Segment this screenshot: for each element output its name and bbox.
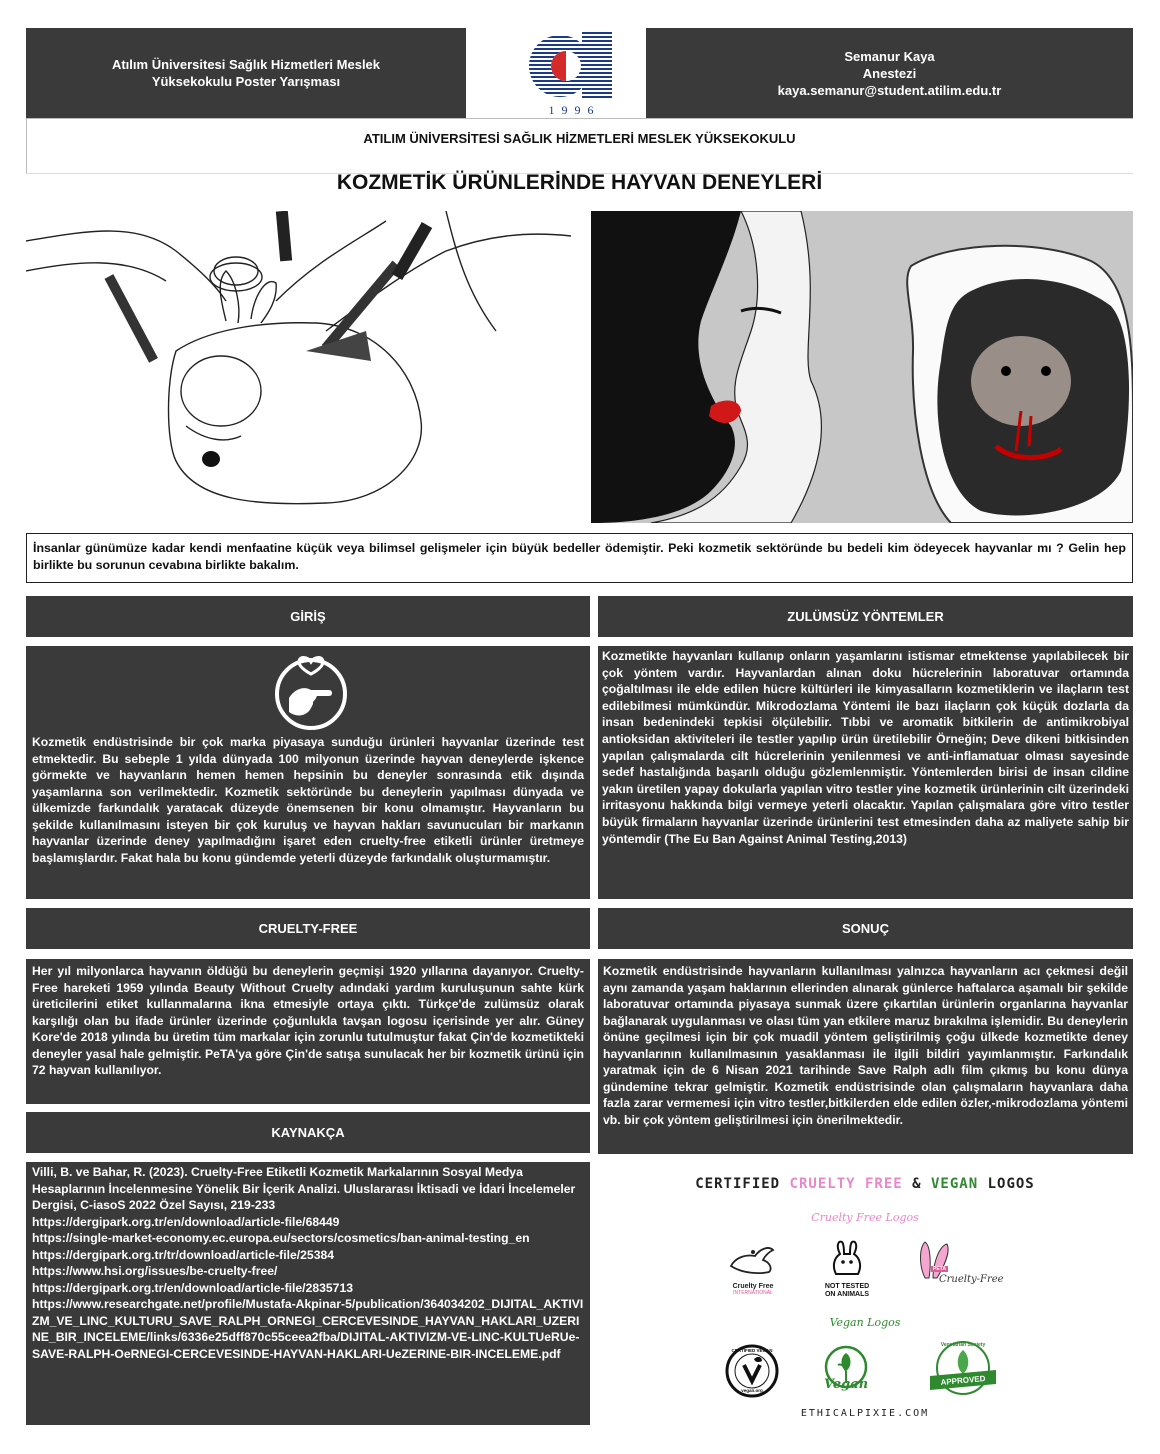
reference-link[interactable]: https://dergipark.org.tr/en/download/article-file/68449 [32,1214,340,1229]
header-left-box [26,28,466,118]
not-tested-logo [812,1238,882,1298]
reference-link[interactable]: https://dergipark.org.tr/tr/download/article-file/25384 [32,1247,335,1262]
intro-text: İnsanlar günümüze kadar kendi menfaatine küçük veya bilimsel gelişmeler için büyük bedeller ödemiştir. Peki kozmetik sektöründe bu bedeli kim ödeyecek hayvanlar mı ? Gelin hep birlikte bu sorunun cevabına birlikte bakalım. [33,541,1126,572]
chimp-mirror-illustration [591,211,1133,523]
vegetarian-society-icon [928,1340,998,1400]
certified-vegan-bottomtext: vegan.org [741,1388,763,1393]
not-tested-bunny-icon [822,1238,872,1278]
cruelty-free-hand-icon [271,646,351,732]
section-body-giris [26,646,590,899]
peta-logo [915,1238,1005,1298]
vegan-trademark-logo [820,1341,890,1401]
reference-link[interactable]: https://dergipark.org.tr/en/download/article-file/2835713 [32,1280,354,1295]
vegan-sunflower-icon [820,1341,880,1401]
title-part-ampersand: & [902,1176,931,1192]
reference-link[interactable]: https://www.hsi.org/issues/be-cruelty-free/ [32,1264,278,1278]
header-right-box [646,28,1133,118]
leaping-bunny-icon [723,1238,783,1278]
section-header-giris: GİRİŞ [26,596,590,637]
atilim-logo-icon [522,28,622,120]
vegetarian-society-logo [928,1340,998,1400]
vegetarian-society-toptext: Vegetarian Society [940,1342,986,1348]
vegetarian-society-band: APPROVED [940,1374,986,1387]
school-name: ATILIM ÜNİVERSİTESİ SAĞLIK HİZMETLERİ MESLEK YÜKSEKOKULU [363,131,796,146]
logos-panel [640,1168,1090,1428]
mirror-sketch-icon [591,211,1133,523]
section-body-kaynakca [26,1162,590,1425]
vegan-subtitle: Vegan Logos [829,1316,901,1329]
university-logo [522,28,622,120]
title-part-logos: LOGOS [978,1176,1035,1192]
not-tested-label: NOT TESTED ON ANIMALS [824,1283,870,1298]
giris-text: Kozmetik endüstrisinde bir çok marka piyasaya sunduğu ürünleri hayvanlar üzerinde test etmektedir. Bu sebeple 1 yılda dünyada 100 milyonun üzerinde hayvan deneylerde işkence görmekte ve hayvanların hemen hemen hepsinin bu deneyler sonrasında etik dışında yaşamlarına son verilmektedir. Kozmetik sektöründe bu deneylerin yapılması dünyada ve ülkemizde farkındalık yaratacak düzeyde önemsenen bir konu olmamıştır. Hayvanların bu şekilde kullanılmasını isteyen bir çok kuruluş ve hayvan hakları savunucuları bir markanın hayvanlar üzerinde deney yapılmadığını işaret eden cruelty-free etiketli ürünler üretmeye başlamışlardır. Fakat hala bu konu gündemde yeterli düzeyde farkındalık oluşturmamıştır. [32,735,584,865]
intro-box [26,533,1133,583]
reference-link[interactable]: https://www.researchgate.net/profile/Mustafa-Akpinar-5/publication/364034202_DIJITAL_AKTIVIZM_VE_LINC_KULTURU_SAVE_RALPH_ORNEGI_CERCEVESINDE_HAYVAN_HAKLARI_UZERINE_BIR_INCELEME/links/6336e25dff870c55ceea2fba/DIJITAL-AKTIVIZM-VE-LINC-KULTUeRUe-SAVE-RALPH-OeRNEGI-CERCEVESINDE-HAYVAN-HAKLARI-UeZERINE-BIR-INCELEME.pdf [32,1297,584,1361]
logo-year: 1 9 9 6 [548,103,596,117]
certified-vegan-toptext: CERTIFIED VEGAN [731,1348,773,1353]
leaping-bunny-label: Cruelty Free [732,1283,774,1290]
author-email[interactable]: kaya.semanur@student.atilim.edu.tr [777,82,1002,98]
section-body-zulumsuz [598,646,1133,899]
sonuc-text: Kozmetik endüstrisinde hayvanların kullanılması yalnızca hayvanların acı çekmesi değil aynı zamanda yaşam haklarının ellerinden alınarak günlerce haftalarca aşamalı bir şekilde laboratuvar ortamında piyasaya sunmak üzere çıkartılan ürünlerin organlarına hayvanlar bağlanarak uygulanması ve olası tüm yan etkilere maruz bırakılma işlemidir. Bu deneylerin önüne geçilmesi için bir çok muadil yöntem geliştirilmiş çoğu ülkede kozmetikte deney hayvanlarının kullanılmasının yasaklanması ile ilgili bildiri yayımlanmıştır. Farkındalık yaratmak için de 6 Nisan 2021 tarihinde Save Ralph adlı film çıkmış bu konu dünya gündemine tekrar gelmiştir. Kozmetik endüstrisinde olan çalışmaların hayvanlara daha fazla zarar vermemesi için vitro testler,bitkilerden elde edilen özler,-mikrodozlama yöntemi vb. bir çok yöntem geliştirilmesi için önerilmektedir. [603,964,1128,1127]
title-part-vegan: VEGAN [931,1176,979,1192]
section-header-sonuc: SONUÇ [598,908,1133,949]
rabbit-sketch-icon [26,211,571,523]
logos-panel-footer: ETHICALPIXIE.COM [800,1408,930,1419]
title-part-certified: CERTIFIED [695,1176,790,1192]
author-department: Anestezi [862,65,917,81]
section-body-cruelty-free [26,959,590,1104]
certified-vegan-logo [724,1343,780,1399]
competition-title: Atılım Üniversitesi Sağlık Hizmetleri Meslek Yüksekokulu Poster Yarışması [111,57,381,89]
zulumsuz-text: Kozmetikte hayvanları kullanıp onların yaşamlarını istismar etmektense yapılabilecek bir çok yöntem vardır. Hayvanlardan alınan doku hücrelerinin laboratuvar ortamında çoğaltılması ile elde edilen hücre kültürleri ile kimyasalların kozmetiklerin ve ilaçların test edilebilmesi mümkündür. Mikrodozlama Yöntemi ile bazı ilaçların çok küçük dozlarla da insan bedenindeki tepkisi ölçülebilir. Tıbbi ve aromatik bitkilerin de antimikrobiyal antioksidan aktiviteleri ile testler yapılıp ürün üretilebilir Örneğin; Deve dikeni bitkisinden yapılan çalışmalarda cilt hücrelerinin yenilenmesi ve anti-inflamatuar olması sayesinde sedef hastalığında başarılı olduğu gözlemlenmiştir. Yöntemlerden birisi de insan cildine yakın üretilen yapay dokularla yapılan vitro testler yine kozmetik ürünlerinin cilt üzerindeki irritasyonu hakkında bilgi vermeye yeterli olacaktır. Yapılan çalışmalara göre vitro testler büyük firmaların hayvanlar üzerinde ürünlerini test etmesinden daha az maliyete sahip bir yöntemdir (The Eu Ban Against Animal Testing,2013) [602,649,1129,846]
header-rule-left [26,118,1133,119]
vegan-trademark-label: Vegan [824,1377,869,1392]
peta-label: Cruelty-Free [939,1274,1004,1285]
poster-title: KOZMETİK ÜRÜNLERİNDE HAYVAN DENEYLERİ [336,171,823,194]
reference-item: Villi, B. ve Bahar, R. (2023). Cruelty-Free Etiketli Kozmetik Markalarının Sosyal Medya Hesaplarının İncelenmesine Yönelik Bir İçerik Analizi. Uluslararası İktisadi ve İdari İncelemeler Dergisi, C-iasoS 2022 Özel Sayısı, 219-233 [32,1165,576,1212]
reference-list [26,1162,590,1364]
rabbit-illustration [26,211,571,523]
peta-badge: PETA [933,1266,946,1272]
leaping-bunny-sublabel: INTERNATIONAL [733,1290,773,1296]
title-part-cruelty-free: CRUELTY FREE [789,1176,903,1192]
author-name: Semanur Kaya [844,48,935,64]
leaping-bunny-logo [718,1238,788,1298]
section-header-zulumsuz: ZULÜMSÜZ YÖNTEMLER [598,596,1133,637]
section-header-cruelty-free: CRUELTY-FREE [26,908,590,949]
reference-link[interactable]: https://single-market-economy.ec.europa.eu/sectors/cosmetics/ban-animal-testing_en [32,1231,530,1245]
cruelty-free-text: Her yıl milyonlarca hayvanın öldüğü bu deneylerin geçmişi 1920 yıllarına dayanıyor. Cruelty-Free hareketi 1959 yılında Beauty Without Cruelty adındaki yardım kuruluşunun sahte kürk üreticilerini etiket kullanmalarına ikna etmesiyle ortaya çıktı. Türkçe'de zulümsüz olarak karşılığı olan bu ifade ürünler üzerinde çoğunlukla tavşan logosu içerisinde yer alır. Güney Kore'de 2018 yılında bu üretim tüm markalar için zorunlu tutulmuştur fakat Çin'de kozmetikteki deneyler yasal hale gelmiştir. PeTA'ya göre Çin'de satışa sunulacak her bir kozmetik ürünü için 72 hayvan kullanılıyor. [32,964,584,1077]
cruelty-free-subtitle: Cruelty Free Logos [811,1211,919,1224]
section-body-sonuc [598,959,1133,1154]
header-rule-vertical [26,118,27,174]
logos-panel-title [640,1176,1090,1192]
section-header-kaynakca: KAYNAKÇA [26,1112,590,1153]
